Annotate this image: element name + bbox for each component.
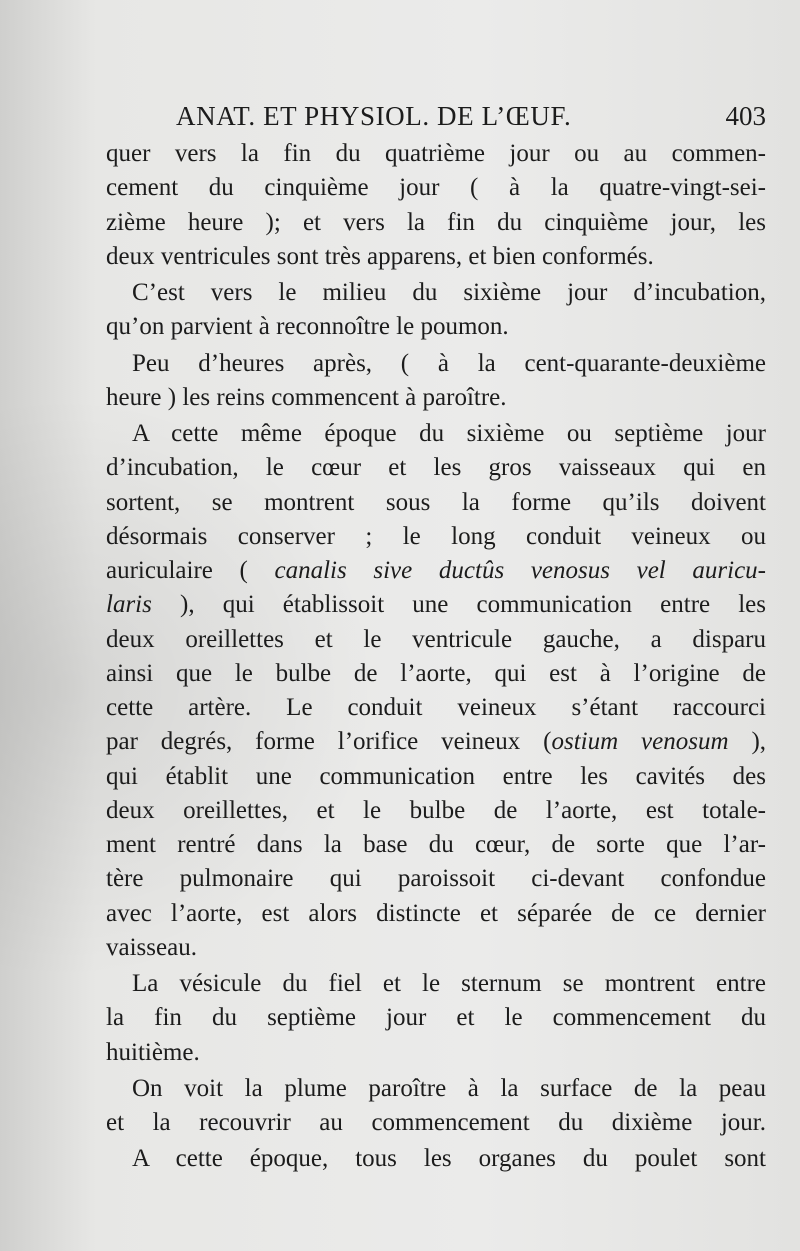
text-line: La vésicule du fiel et le sternum se montrent entre	[132, 970, 766, 997]
text-line: zième heure ); et vers la fin du cinquième jour, les	[106, 208, 766, 236]
text-line: d’incubation, le cœur et les gros vaisseaux qui en	[106, 454, 766, 482]
paragraph-5	[106, 967, 766, 1070]
text-segment: auriculaire (	[106, 557, 248, 584]
latin-term: laris	[106, 591, 152, 619]
text-line: ment rentré dans la base du cœur, de sorte que l’ar-	[106, 831, 766, 858]
text-line: Peu d’heures après, ( à la cent-quarante-deuxième	[132, 349, 766, 377]
text-line: deux ventricules sont très apparens, et bien conformés.	[106, 242, 654, 270]
text-line: qu’on parvient à reconnoître le poumon.	[106, 313, 509, 341]
body-text	[106, 137, 766, 1177]
text-line: huitième.	[106, 1038, 200, 1066]
text-line	[106, 588, 766, 622]
text-line: sortent, se montrent sous la forme qu’ils doivent	[106, 488, 766, 516]
text-line: la fin du septième jour et le commencement du	[106, 1004, 766, 1032]
paragraph-6	[106, 1072, 766, 1141]
text-line: cement du cinquième jour ( à la quatre-vingt-sei-	[106, 174, 766, 202]
paragraph-1	[106, 137, 766, 274]
text-segment: ),	[751, 728, 767, 756]
text-line: tère pulmonaire qui paroissoit ci-devant confondue	[106, 865, 766, 893]
page-header	[176, 92, 766, 132]
text-line: heure ) les reins commencent à paroître.	[106, 383, 507, 411]
text-line	[106, 554, 766, 588]
text-line: On voit la plume paroître à la surface de la peau	[132, 1074, 766, 1102]
text-line: et la recouvrir au commencement du dixième jour.	[106, 1109, 766, 1136]
page-number: 403	[725, 101, 766, 131]
text-line: désormais conserver ; le long conduit veineux ou	[106, 522, 766, 550]
text-line: A cette époque, tous les organes du poulet sont	[132, 1145, 766, 1173]
text-line: C’est vers le milieu du sixième jour d’incubation,	[132, 279, 766, 306]
text-line: qui établit une communication entre les cavités des	[106, 762, 766, 790]
text-line: ainsi que le bulbe de l’aorte, qui est à l’origine de	[106, 659, 766, 687]
text-segment: par degrés, forme l’orifice veineux (	[106, 728, 552, 756]
text-line: quer vers la fin du quatrième jour ou au commen-	[106, 140, 766, 167]
text-line: cette artère. Le conduit veineux s’étant raccourci	[106, 694, 766, 721]
text-line: A cette même époque du sixième ou septième jour	[132, 420, 766, 447]
text-line	[106, 725, 766, 759]
text-segment: ), qui établissoit une communication entre les	[180, 591, 767, 619]
text-line: avec l’aorte, est alors distincte et séparée de ce dernier	[106, 899, 766, 927]
latin-term: ostium venosum	[551, 728, 729, 756]
text-line: deux oreillettes et le ventricule gauche, a disparu	[106, 625, 766, 653]
paragraph-4	[106, 417, 766, 965]
text-line: deux oreillettes, et le bulbe de l’aorte, est totale-	[106, 796, 766, 824]
paragraph-3	[106, 347, 766, 416]
text-line: vaisseau.	[106, 933, 197, 961]
running-title: ANAT. ET PHYSIOL. DE L’ŒUF.	[176, 101, 572, 131]
paragraph-2	[106, 276, 766, 345]
paragraph-7	[106, 1142, 766, 1176]
latin-term: canalis sive ductûs venosus vel auricu-	[274, 557, 767, 584]
